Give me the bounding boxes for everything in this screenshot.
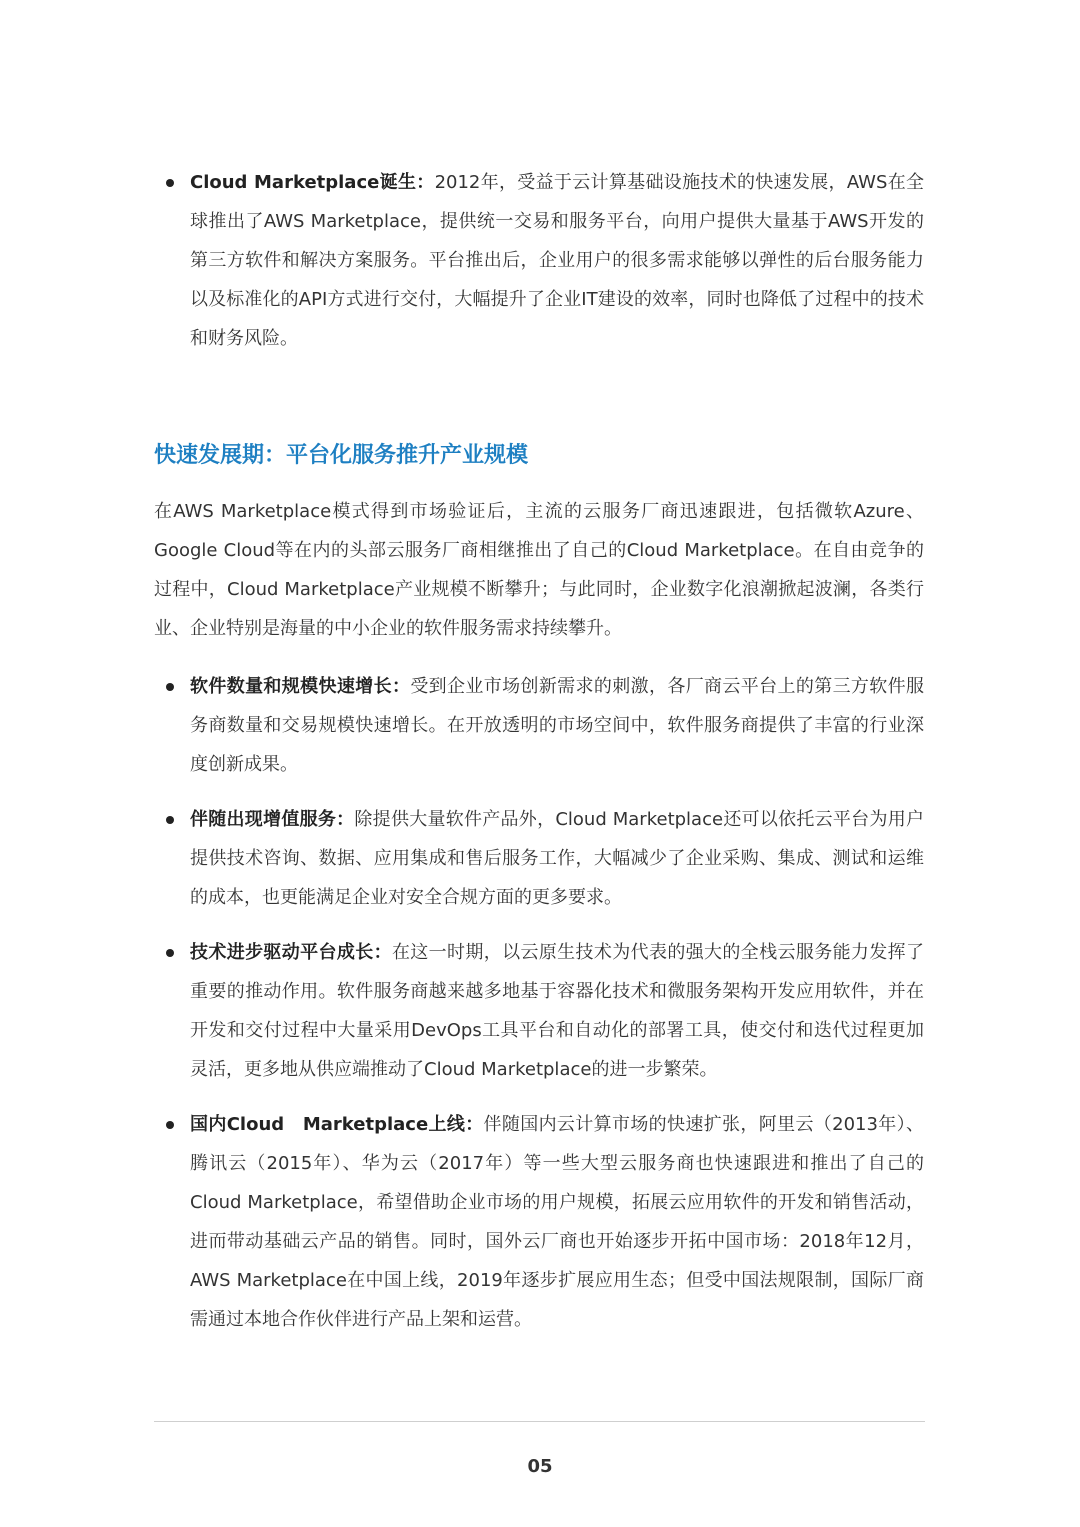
bullet-title: 软件数量和规模快速增长： <box>190 676 411 697</box>
bullet-title: 国内Cloud Marketplace上线： <box>190 1114 484 1135</box>
bullet-domestic-marketplace-launch <box>154 1105 924 1339</box>
bullet-dot-icon <box>166 179 174 187</box>
bullet-dot-icon <box>166 816 174 824</box>
bullet-software-growth <box>154 667 924 784</box>
document-content <box>154 163 924 1339</box>
bullet-title: Cloud Marketplace诞生： <box>190 172 435 193</box>
bullet-title: 伴随出现增值服务： <box>190 809 355 830</box>
bullet-dot-icon <box>166 1121 174 1129</box>
footer-divider <box>154 1421 925 1422</box>
bullet-text: 受到企业市场创新需求的刺激，各厂商云平台上的第三方软件服务商数量和交易规模快速增长。在开放透明的市场空间中，软件服务商提供了丰富的行业深度创新成果。 <box>190 676 925 775</box>
bullet-text: 伴随国内云计算市场的快速扩张，阿里云（2013年）、腾讯云（2015年）、华为云（2017年）等一些大型云服务商也快速跟进和推出了自己的Cloud Marketplace，希望借助企业市场的用户规模，拓展云应用软件的开发和销售活动，进而带动基础云产品的销售。同时，国外云厂商也开始逐步开拓中国市场：2018年12月，AWS Marketplace在中国上线，2019年逐步扩展应用生态；但受中国法规限制，国际厂商需通过本地合作伙伴进行产品上架和运营。 <box>190 1114 924 1330</box>
bullet-text: 除提供大量软件产品外，Cloud Marketplace还可以依托云平台为用户提供技术咨询、数据、应用集成和售后服务工作，大幅减少了企业采购、集成、测试和运维的成本，也更能满足企业对安全合规方面的更多要求。 <box>190 809 924 908</box>
bullet-dot-icon <box>166 949 174 957</box>
page-number: 05 <box>527 1456 553 1477</box>
bullet-technology-progress <box>154 933 924 1089</box>
section-paragraph: 在AWS Marketplace模式得到市场验证后，主流的云服务厂商迅速跟进，包括微软Azure、Google Cloud等在内的头部云服务厂商相继推出了自己的Cloud Marketplace。在自由竞争的过程中，Cloud Marketplace产业规模不断攀升；与此同时，企业数字化浪潮掀起波澜，各类行业、企业特别是海量的中小企业的软件服务需求持续攀升。 <box>154 501 924 639</box>
bullet-text: 2012年，受益于云计算基础设施技术的快速发展，AWS在全球推出了AWS Marketplace，提供统一交易和服务平台，向用户提供大量基于AWS开发的第三方软件和解决方案服务。平台推出后，企业用户的很多需求能够以弹性的后台服务能力以及标准化的API方式进行交付，大幅提升了企业IT建设的效率，同时也降低了过程中的技术和财务风险。 <box>190 172 925 349</box>
bullet-cloud-marketplace-birth <box>154 163 924 358</box>
section-heading: 快速发展期：平台化服务推升产业规模 <box>154 443 529 468</box>
bullet-text: 在这一时期，以云原生技术为代表的强大的全栈云服务能力发挥了重要的推动作用。软件服务商越来越多地基于容器化技术和微服务架构开发应用软件，并在开发和交付过程中大量采用DevOps工具平台和自动化的部署工具，使交付和迭代过程更加灵活，更多地从供应端推动了Cloud Marketplace的进一步繁荣。 <box>190 942 925 1080</box>
bullet-value-added-services <box>154 800 924 917</box>
bullet-dot-icon <box>166 683 174 691</box>
bullet-title: 技术进步驱动平台成长： <box>190 942 392 963</box>
